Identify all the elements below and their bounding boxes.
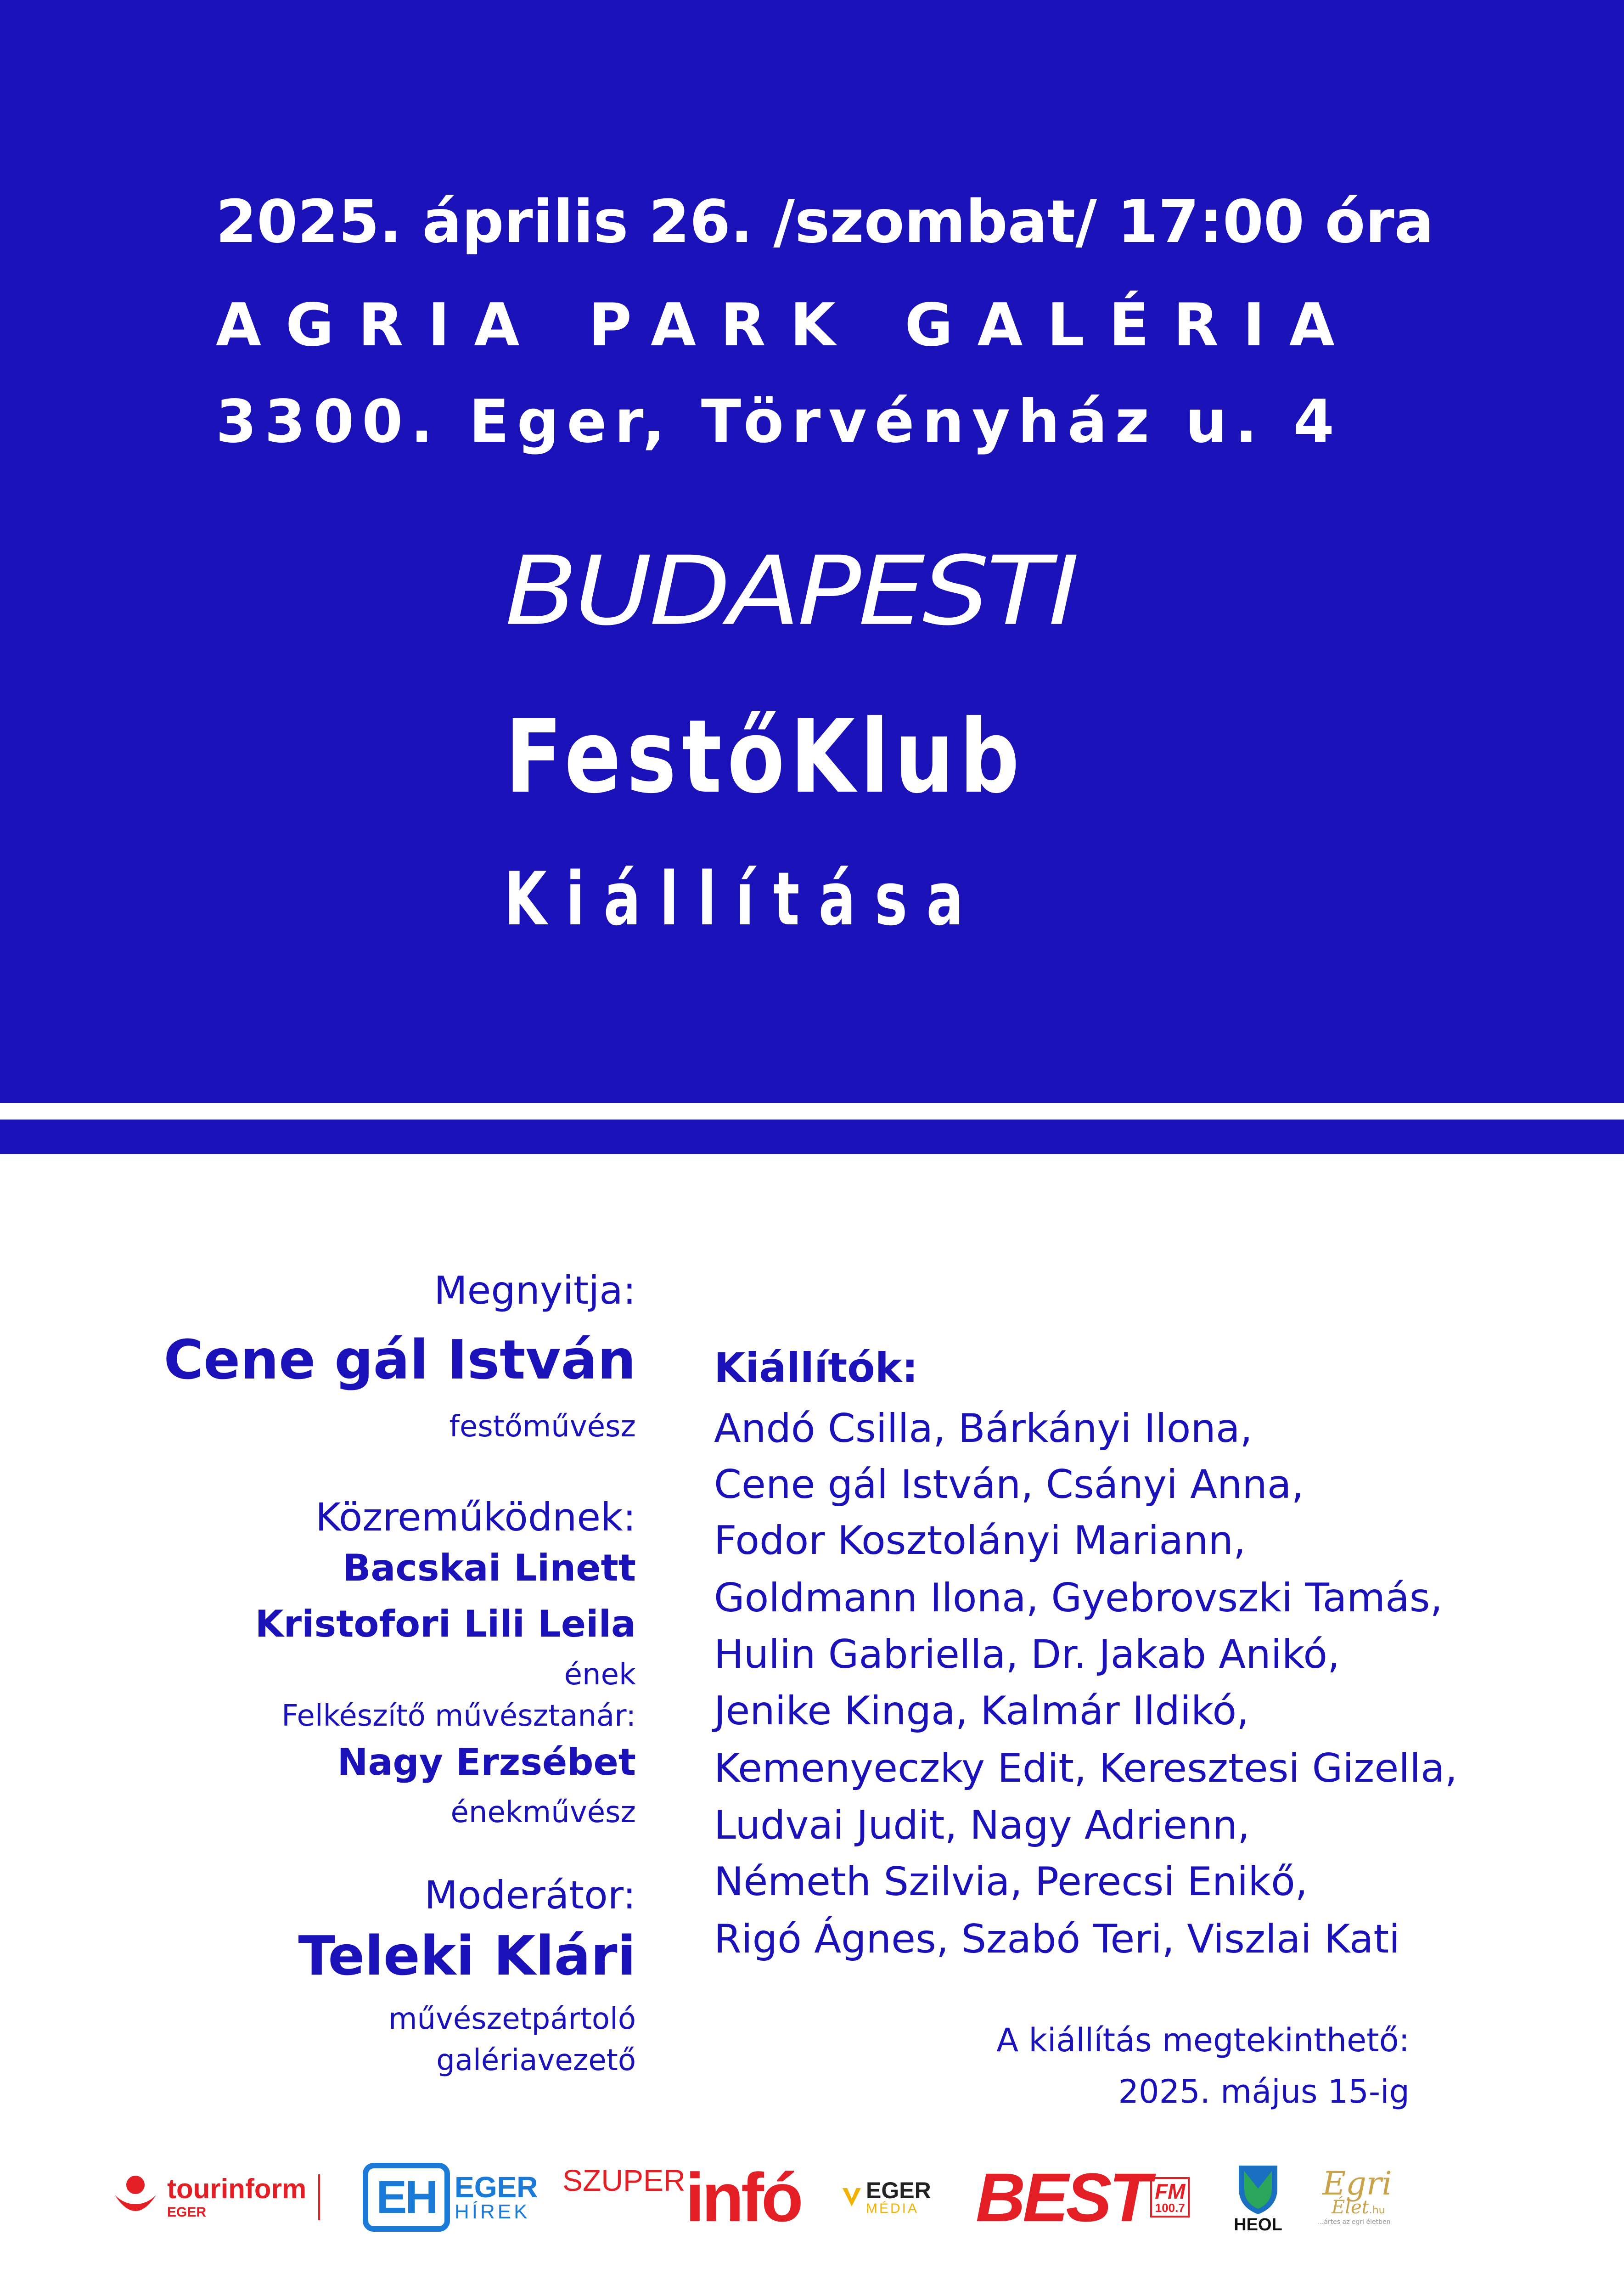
event-date: 2025. április 26. /szombat/ 17:00 óra (216, 188, 1434, 256)
opening-label: Megnyitja: (434, 1268, 636, 1313)
exhibitor-line: Jenike Kinga, Kalmár Ildikó, (714, 1688, 1249, 1734)
event-venue: AGRIA PARK GALÉRIA (216, 291, 1359, 360)
best-text: BEST (976, 2159, 1149, 2236)
heol-text: HEOL (1234, 2215, 1282, 2234)
viewing-line2: 2025. május 15-ig (1118, 2073, 1410, 2110)
eh-sub: HÍREK (455, 2200, 530, 2223)
eger-media-logo (840, 2158, 955, 2236)
exhibitor-line: Fodor Kosztolányi Mariann, (714, 1518, 1246, 1564)
exhibitor-line: Németh Szilvia, Perecsi Enikő, (714, 1859, 1308, 1905)
eh-mark: EH (376, 2171, 437, 2223)
exhibitors-label: Kiállítók: (714, 1344, 918, 1391)
egri-text: Egri (1322, 2164, 1392, 2202)
exhibitor-line: Ludvai Judit, Nagy Adrienn, (714, 1802, 1250, 1848)
elet-text: Élet (1332, 2196, 1369, 2218)
eh-name: EGER (455, 2171, 538, 2204)
exhibitor-line: Andó Csilla, Bárkányi Ilona, (714, 1406, 1253, 1452)
eger-media-name: EGER (866, 2178, 931, 2203)
exhibitor-line: Kemenyeczky Edit, Keresztesi Gizella, (714, 1745, 1458, 1791)
performer-name: Bacskai Linett (343, 1547, 636, 1589)
performers-label: Közreműködnek: (315, 1495, 636, 1540)
tourinform-sub: EGER (167, 2205, 207, 2220)
moderator-role: galériavezető (436, 2043, 636, 2077)
egri-elet-domain: .hu (1369, 2204, 1385, 2216)
divider-line (0, 1103, 1624, 1120)
best-fm: FM (1155, 2179, 1186, 2203)
title-kiallitasa: Kiállítása (504, 856, 983, 942)
moderator-label: Moderátor: (424, 1873, 636, 1918)
tourinform-text: tourinform (167, 2173, 307, 2204)
eger-media-icon (840, 2186, 863, 2209)
heol-logo (1226, 2158, 1290, 2236)
best-freq: 100.7 (1155, 2201, 1185, 2215)
egri-elet-tagline: ...ártes az egri életben (1318, 2218, 1391, 2226)
szuper-text: SZUPER (562, 2163, 686, 2197)
teacher-name: Nagy Erzsébet (337, 1741, 636, 1784)
teacher-label: Felkészítő művésztanár: (281, 1699, 636, 1733)
exhibitor-line: Goldmann Ilona, Gyebrovszki Tamás, (714, 1575, 1443, 1621)
tourinform-logo (110, 2158, 349, 2236)
opening-role: festőművész (449, 1410, 636, 1444)
exhibitor-line: Rigó Ágnes, Szabó Teri, Viszlai Kati (714, 1916, 1400, 1962)
title-festoklub: FestőKlub (505, 698, 1025, 816)
title-budapesti: BUDAPESTI (505, 536, 1077, 647)
tourinform-divider (318, 2174, 320, 2220)
info-text: infó (685, 2159, 801, 2236)
event-address: 3300. Eger, Törvényház u. 4 (216, 388, 1342, 456)
teacher-role: énekművész (450, 1795, 636, 1829)
egri-elet-logo (1313, 2158, 1423, 2236)
szuper-info-logo (562, 2158, 801, 2236)
viewing-line1: A kiállítás megtekinthető: (996, 2021, 1410, 2059)
moderator-name: Teleki Klári (298, 1924, 636, 1987)
performer-name: Kristofori Lili Leila (255, 1603, 636, 1645)
best-fm-logo (976, 2158, 1214, 2236)
tourinform-icon (110, 2172, 161, 2223)
eger-hirek-logo (363, 2158, 556, 2236)
eger-media-sub: MÉDIA (866, 2201, 919, 2216)
performers-role: ének (564, 1658, 636, 1692)
heol-shield-icon (1235, 2161, 1281, 2216)
exhibitor-line: Hulin Gabriella, Dr. Jakab Anikó, (714, 1632, 1340, 1677)
moderator-role: művészetpártoló (388, 2002, 636, 2036)
eh-badge (363, 2163, 450, 2232)
exhibitor-line: Cene gál István, Csányi Anna, (714, 1462, 1304, 1508)
opening-name: Cene gál István (163, 1328, 636, 1391)
